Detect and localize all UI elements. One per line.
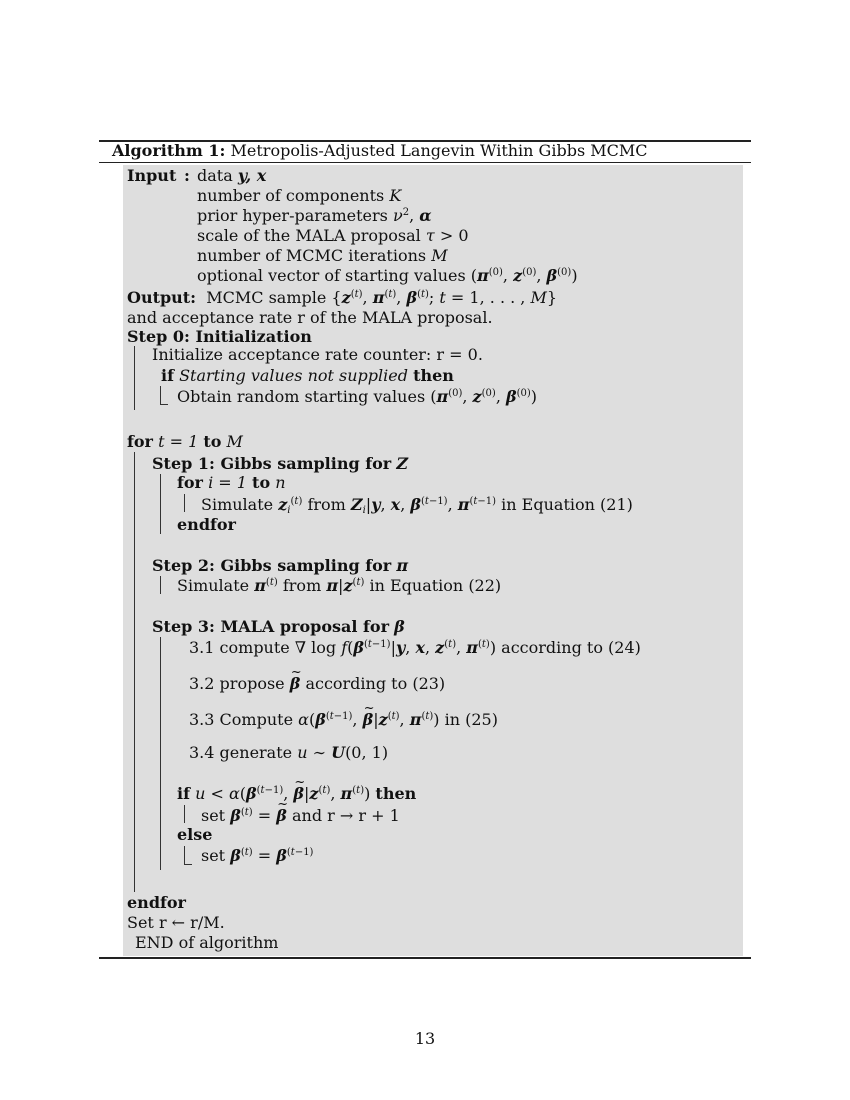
title-rule [99, 162, 751, 163]
step3-if-bar [184, 805, 185, 823]
step1-simulate: Simulate $z_i^{(t)}$ from $Z_i|y$, x, $\beta^{(t-1)}$, $\pi^{(t-1)}$ in Equation (21) [201, 495, 633, 516]
step3-header: Step 3: MALA proposal for β [152, 617, 405, 636]
step3-bar [160, 637, 161, 870]
output-label: Output: [127, 288, 197, 307]
step3-3: 3.3 Compute $\alpha(\beta^{(t-1)}$, ~ $\beta|z^{(t)}$, $\pi^{(t)}$) in (25) [189, 710, 498, 730]
step0-init: Initialize acceptance rate counter: r = 0. [152, 345, 483, 364]
set-r-line: Set r ← r/M. [127, 913, 225, 932]
input-colon: : [184, 166, 190, 185]
step3-1: 3.1 compute ∇ $\log f(\beta^{(t-1)}|y$, x, $z^{(t)}$, $\pi^{(t)}$) according to (24) [189, 638, 641, 657]
step3-if: if $u < \alpha(\beta^{(t-1)}$, ~ $\beta|z^{(t)}$, $\pi^{(t)}$) then [177, 784, 416, 804]
algorithm-caption [112, 141, 647, 161]
output-continuation: and acceptance rate r of the MALA proposal. [127, 308, 493, 327]
step1-bar [160, 474, 161, 534]
main-endfor: endfor [127, 893, 186, 912]
step2-header: Step 2: Gibbs sampling for π [152, 556, 409, 575]
input-line-1 [127, 166, 176, 186]
main-for-bar [134, 452, 135, 892]
input-priors: prior hyper-parameters $\nu^2$, α [197, 206, 432, 225]
step0-header: Step 0: Initialization [127, 327, 312, 346]
step3-set-reject: set $\beta^{(t)} = \beta^{(t-1)}$ [201, 846, 314, 865]
step2-simulate: Simulate $\pi^{(t)}$ from $\pi|z^{(t)}$ in Equation (22) [177, 576, 502, 595]
input-label: Input [127, 166, 177, 185]
main-for: for t = 1 to M [127, 432, 243, 451]
step0-obtain: Obtain random starting values ($\pi^{(0)}$, $z^{(0)}$, $\beta^{(0)}$) [177, 387, 538, 406]
algorithm-label: Algorithm 1: [112, 141, 226, 160]
input-starting-values: optional vector of starting values ($\pi^{(0)}$, $z^{(0)}$, $\beta^{(0)}$) [197, 266, 578, 285]
step3-else-bar [184, 846, 185, 864]
step3-set-accept: set $\beta^{(t)}$ = ~ β and r → r + 1 [201, 806, 400, 826]
page-number: 13 [414, 1029, 436, 1048]
end-of-algorithm: END of algorithm [135, 933, 279, 952]
step0-bar [134, 346, 135, 410]
step3-2: 3.2 propose ~ β according to (23) [189, 674, 445, 694]
step0-if-bar [160, 386, 161, 404]
step3-else: else [177, 825, 213, 844]
step0-if-bar-end [160, 404, 168, 405]
input-data: data y, x [197, 166, 267, 185]
step1-endfor: endfor [177, 515, 236, 534]
algorithm-title: Metropolis-Adjusted Langevin Within Gibbs MCMC [230, 141, 648, 160]
bottom-rule [99, 957, 751, 959]
step1-for: for i = 1 to n [177, 473, 286, 492]
step3-else-bar-end [184, 864, 192, 865]
step3-4: 3.4 generate u ∼ U(0, 1) [189, 743, 389, 762]
output-line: Output: MCMC sample {$z^{(t)}$, $\pi^{(t)}$, $\beta^{(t)}$; t = 1, . . . , M} [127, 288, 558, 307]
step2-bar [160, 576, 161, 594]
input-scale: scale of the MALA proposal τ > 0 [197, 226, 469, 245]
step1-for-bar [184, 494, 185, 512]
step1-header: Step 1: Gibbs sampling for Z [152, 454, 408, 473]
input-components: number of components K [197, 186, 402, 205]
input-iterations: number of MCMC iterations M [197, 246, 448, 265]
step0-if: if Starting values not supplied then [161, 366, 454, 385]
